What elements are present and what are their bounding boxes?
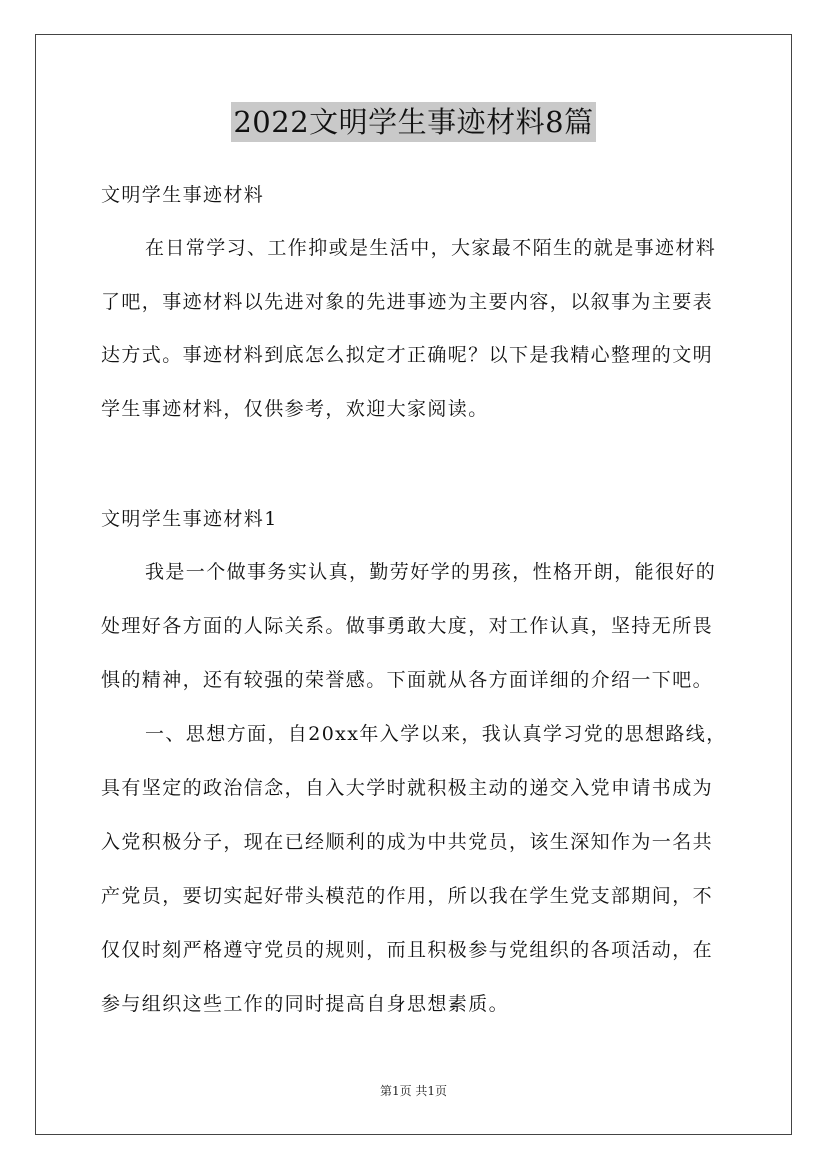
intro-line-2: 了吧，事迹材料以先进对象的先进事迹为主要内容，以叙事为主要表 [101,291,714,313]
intro-line-3: 达方式。事迹材料到底怎么拟定才正确呢？以下是我精心整理的文明 [101,344,714,366]
section1-heading: 文明学生事迹材料1 [101,508,278,530]
section1-p2-line-3: 入党积极分子，现在已经顺利的成为中共党员，该生深知作为一名共 [101,831,714,853]
document-title: 2022文明学生事迹材料8篇 [231,102,595,142]
section1-p2-line-6: 参与组织这些工作的同时提高自身思想素质。 [101,993,510,1015]
intro-line-4: 学生事迹材料，仅供参考，欢迎大家阅读。 [101,398,489,420]
intro-heading: 文明学生事迹材料 [101,184,265,206]
section1-p2-line-2: 具有坚定的政治信念，自入大学时就积极主动的递交入党申请书成为 [101,777,714,799]
title-wrap [0,102,827,142]
page-footer: 第1页 共1页 [379,1084,448,1098]
section1-p1-line-2: 处理好各方面的人际关系。做事勇敢大度，对工作认真，坚持无所畏 [101,615,714,637]
section1-p2-line-4: 产党员，要切实起好带头模范的作用，所以我在学生党支部期间，不 [101,885,714,907]
intro-line-1: 在日常学习、工作抑或是生活中，大家最不陌生的就是事迹材料 [145,237,717,259]
section1-p1-line-1: 我是一个做事务实认真，勤劳好学的男孩，性格开朗，能很好的 [145,561,717,583]
section1-p2-line-1: 一、思想方面，自20xx年入学以来，我认真学习党的思想路线， [145,723,727,745]
section1-p1-line-3: 惧的精神，还有较强的荣誉感。下面就从各方面详细的介绍一下吧。 [101,669,714,691]
section1-p2-line-5: 仅仅时刻严格遵守党员的规则，而且积极参与党组织的各项活动，在 [101,939,714,961]
